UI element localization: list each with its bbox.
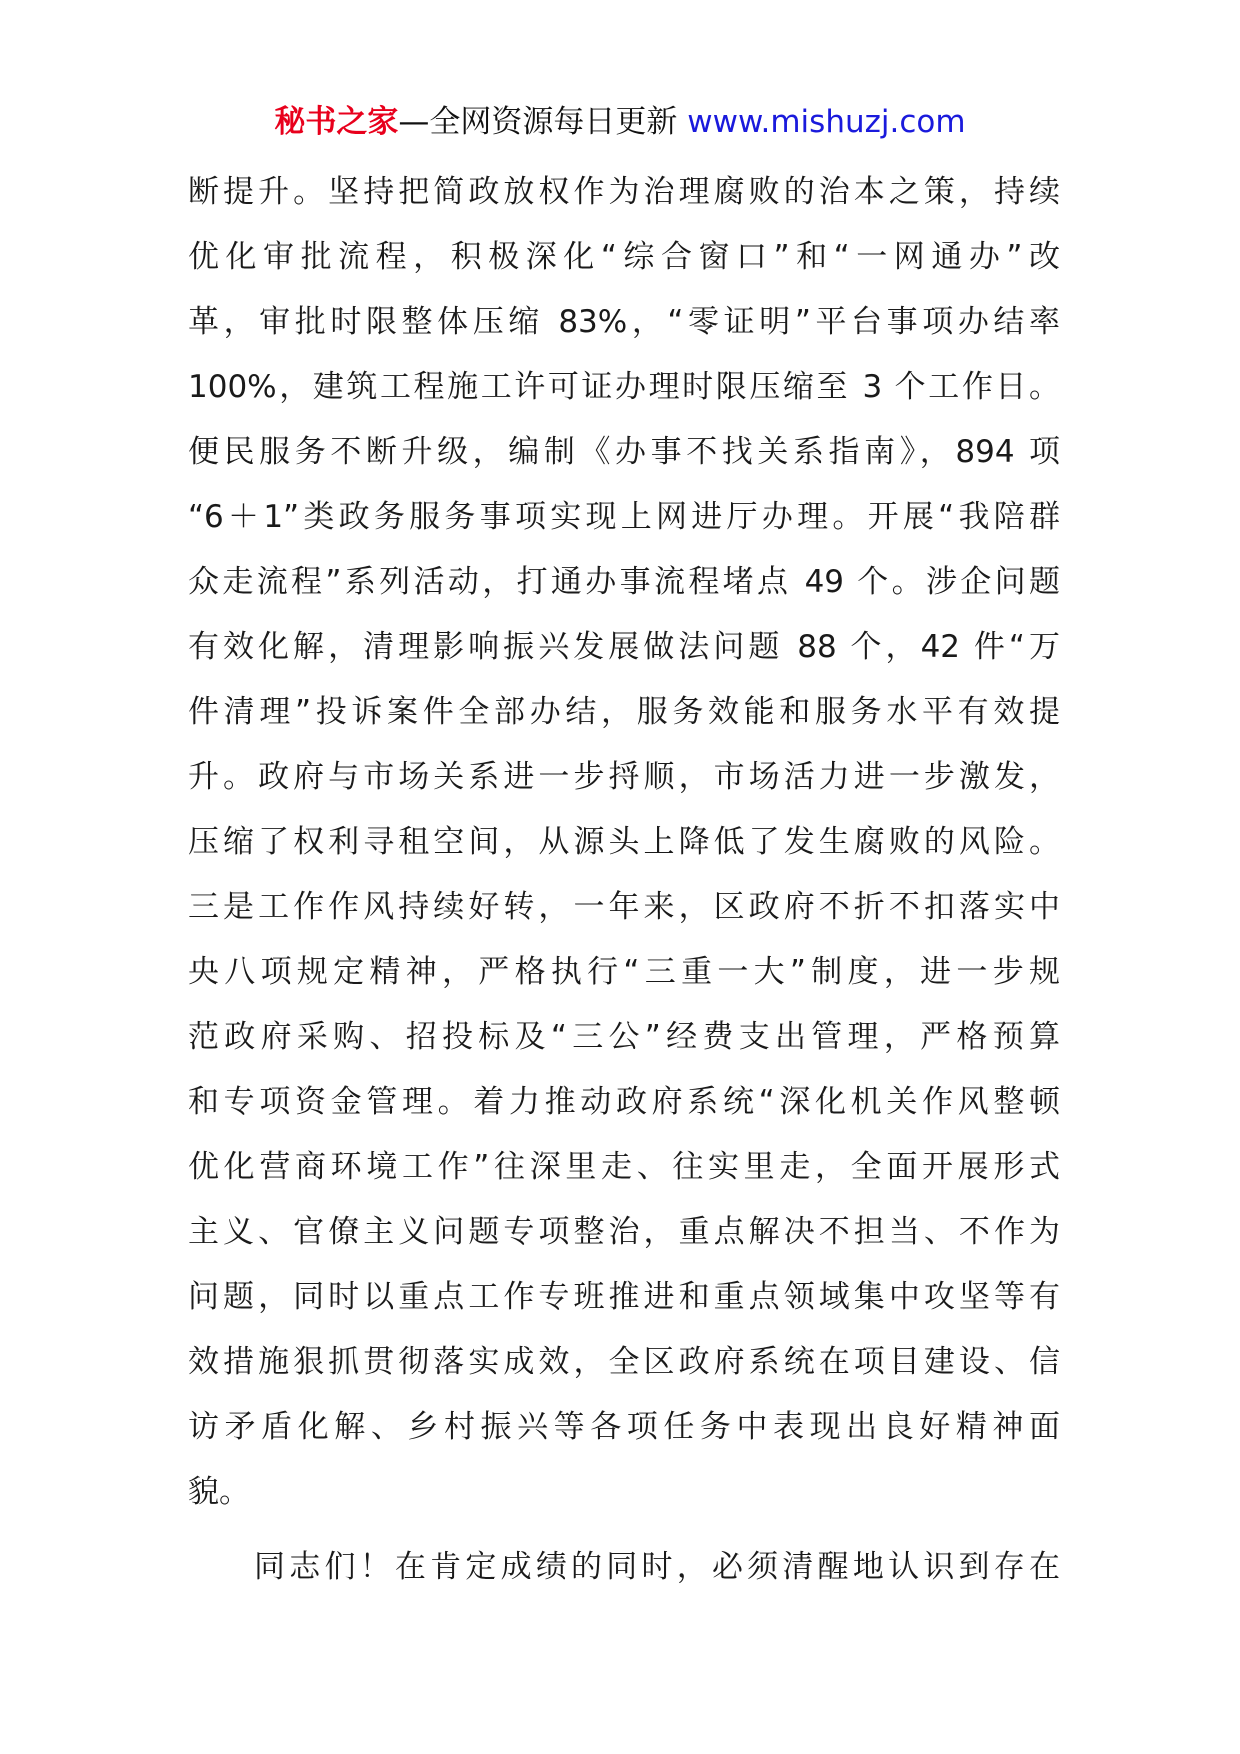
document-body [188, 160, 1060, 1600]
text-line: 优化审批流程，积极深化“综合窗口”和“一网通办”改 [188, 239, 1060, 275]
paragraph [188, 160, 1060, 1525]
text-line: 和专项资金管理。着力推动政府系统“深化机关作风整顿 [188, 1084, 1060, 1120]
site-header [0, 100, 1240, 144]
text-line: 同志们！在肯定成绩的同时，必须清醒地认识到存在 [254, 1549, 1060, 1585]
text-line: 主义、官僚主义问题专项整治，重点解决不担当、不作为 [188, 1214, 1060, 1250]
text-line: 有效化解，清理影响振兴发展做法问题 88 个，42 件“万 [188, 629, 1060, 665]
text-line: 貌。 [188, 1474, 250, 1510]
text-line: 三是工作作风持续好转，一年来，区政府不折不扣落实中 [188, 889, 1060, 925]
text-line: 件清理”投诉案件全部办结，服务效能和服务水平有效提 [188, 694, 1060, 730]
site-url-link[interactable]: www.mishuzj.com [687, 104, 966, 140]
text-line: 优化营商环境工作”往深里走、往实里走，全面开展形式 [188, 1149, 1060, 1185]
paragraph [188, 1535, 1060, 1600]
text-line: 压缩了权利寻租空间，从源头上降低了发生腐败的风险。 [188, 824, 1060, 860]
text-line: 革，审批时限整体压缩 83%，“零证明”平台事项办结率 [188, 304, 1060, 340]
text-line: 范政府采购、招投标及“三公”经费支出管理，严格预算 [188, 1019, 1060, 1055]
header-tagline: —全网资源每日更新 [398, 104, 678, 140]
brand-name: 秘书之家 [274, 104, 399, 140]
text-line: 众走流程”系列活动，打通办事流程堵点 49 个。涉企问题 [188, 564, 1060, 600]
text-line: 问题，同时以重点工作专班推进和重点领域集中攻坚等有 [188, 1279, 1060, 1315]
text-line: 央八项规定精神，严格执行“三重一大”制度，进一步规 [188, 954, 1060, 990]
paragraph-gap [188, 1525, 1060, 1535]
text-line: 效措施狠抓贯彻落实成效，全区政府系统在项目建设、信 [188, 1344, 1060, 1380]
text-line: “6＋1”类政务服务事项实现上网进厅办理。开展“我陪群 [188, 499, 1060, 535]
text-line: 断提升。坚持把简政放权作为治理腐败的治本之策，持续 [188, 174, 1060, 210]
text-line: 访矛盾化解、乡村振兴等各项任务中表现出良好精神面 [188, 1409, 1060, 1445]
text-line: 便民服务不断升级，编制《办事不找关系指南》，894 项 [188, 434, 1060, 470]
text-line: 100%，建筑工程施工许可证办理时限压缩至 3 个工作日。 [188, 369, 1060, 405]
text-line: 升。政府与市场关系进一步捋顺，市场活力进一步激发， [188, 759, 1060, 795]
